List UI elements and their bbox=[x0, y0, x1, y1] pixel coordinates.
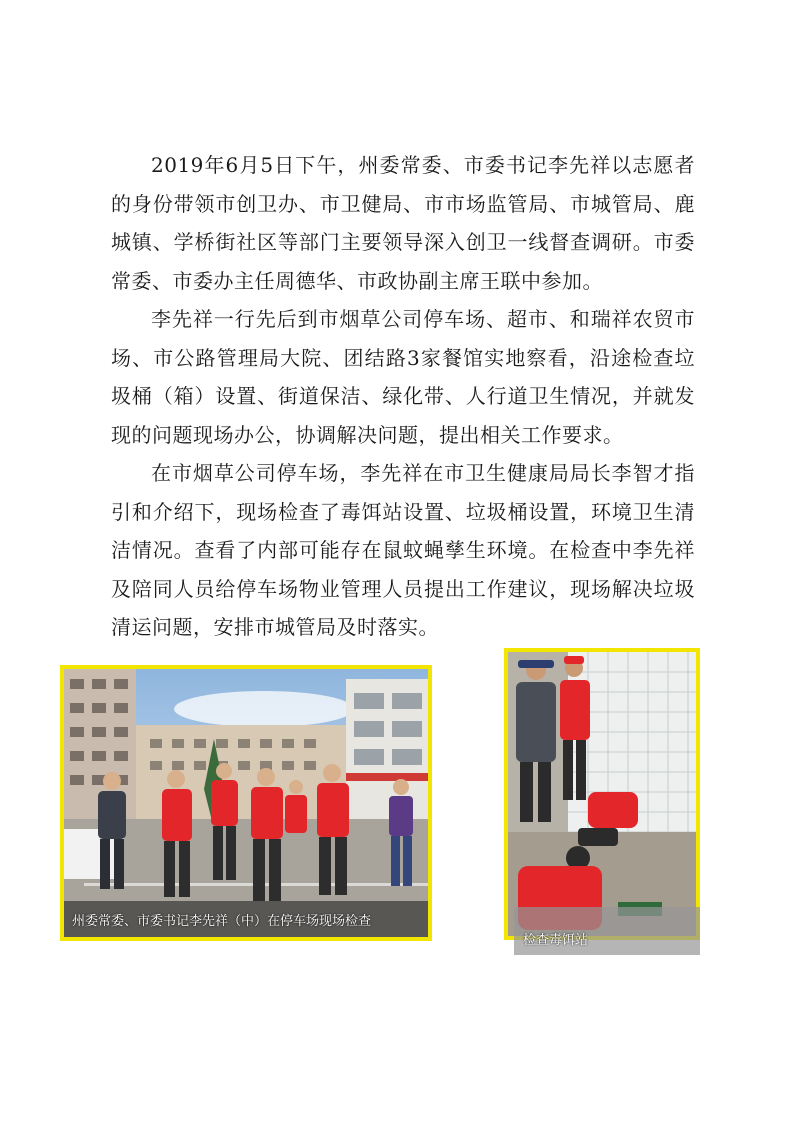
photo-parking-lot-scene bbox=[64, 669, 428, 937]
photo-bait-station-inspection bbox=[504, 648, 700, 940]
photo-bait-station-scene bbox=[508, 652, 696, 936]
article-body bbox=[111, 146, 695, 647]
paragraph-1: 2019年6月5日下午，州委常委、市委书记李先祥以志愿者的身份带领市创卫办、市卫健局、市市场监管局、市城管局、鹿城镇、学桥街社区等部门主要领导深入创卫一线督查调研。市委常委、市委办主任周德华、市政协副主席王联中参加。 bbox=[111, 153, 695, 293]
photo-parking-lot-inspection bbox=[60, 665, 432, 941]
photo-caption-2: 检查毒饵站 bbox=[523, 933, 589, 948]
paragraph-3: 在市烟草公司停车场，李先祥在市卫生健康局局长李智才指引和介绍下，现场检查了毒饵站设置、垃圾桶设置，环境卫生清洁情况。查看了内部可能存在鼠蚊蝇孳生环境。在检查中李先祥及陪同人员给停车场物业管理人员提出工作建议，现场解决垃圾清运问题，安排市城管局及时落实。 bbox=[111, 461, 695, 639]
paragraph-2: 李先祥一行先后到市烟草公司停车场、超市、和瑞祥农贸市场、市公路管理局大院、团结路3家餐馆实地察看，沿途检查垃圾桶（箱）设置、街道保洁、绿化带、人行道卫生情况，并就发现的问题现场办公，协调解决问题，提出相关工作要求。 bbox=[111, 307, 695, 447]
photo-caption: 州委常委、市委书记李先祥（中）在停车场现场检查 bbox=[72, 914, 372, 929]
